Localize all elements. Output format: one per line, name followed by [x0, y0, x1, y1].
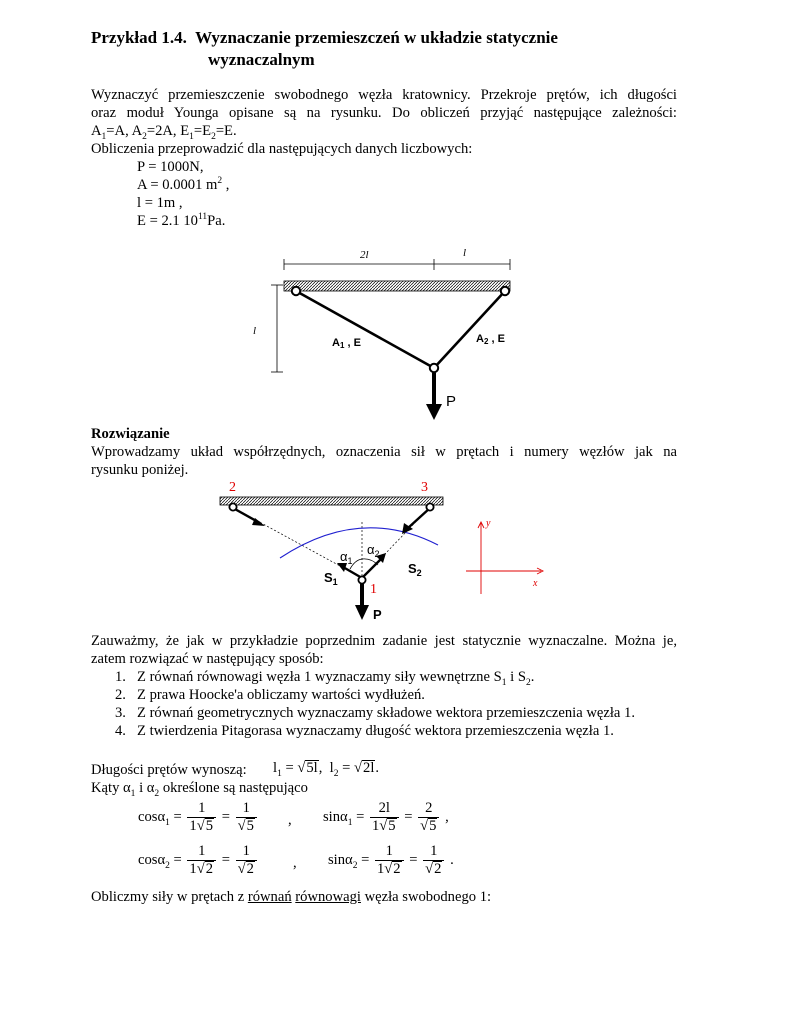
step-1: 1.: [115, 669, 126, 685]
intro-line1: Wyznaczyć przemieszczenie swobodnego węzła kratownicy. Przekroje prętów, ich długości: [91, 87, 677, 103]
comma-2: ,: [293, 855, 297, 871]
blue-arc: [280, 528, 438, 558]
step-4-num: 4.: [115, 723, 126, 739]
comma-1: ,: [288, 812, 292, 828]
step-4-text: Z twierdzenia Pitagorasa wyznaczamy długość wektora przemieszczenia węzła 1.: [137, 723, 614, 739]
after-line2: zatem rozwiązać w następujący sposób:: [91, 651, 324, 667]
S2-label: $S_2$: [408, 561, 422, 578]
lengths-label: Długości prętów wynoszą:: [91, 762, 247, 778]
intro-line2: oraz moduł Younga opisane są na rysunku. Do obliczeń przyjąć następujące zależności:: [91, 105, 677, 121]
node-2-label: 2: [229, 480, 236, 495]
free-node: [430, 364, 438, 372]
step-1-text: Z równań równowagi węzła 1 wyznaczamy siły wewnętrzne $S_1$ i $S_2$.: [137, 669, 535, 688]
value-P: P = 1000N,: [137, 159, 204, 175]
final-line: Obliczmy siły w prętach z równań równowagi węzła swobodnego 1:: [91, 889, 492, 905]
intro-line4: Obliczenia przeprowadzić dla następujących danych liczbowych:: [91, 141, 473, 157]
step-2-text: Z prawa Hoocke'a obliczamy wartości wydłużeń.: [137, 687, 425, 703]
value-A: A = 0.0001 $m^2$ ,: [137, 176, 230, 193]
bar1-label: A1 , E: [332, 337, 361, 350]
cos-alpha2-equation: cosα$_2$ = $\frac{1}{1√2}$ = $\frac{1}{√2}$: [138, 843, 259, 878]
solution-line2: rysunku poniżej.: [91, 462, 189, 478]
angles-line: Kąty $\alpha_1$ i $\alpha_2$ określone są następująco: [91, 780, 308, 799]
force-arrow-S1: [343, 567, 362, 578]
sin-alpha1-equation: sinα$_1$ = $\frac{2l}{1√5}$ = $\frac{2}{√5}$ ,: [323, 800, 449, 834]
title-line1: Wyznaczanie przemieszczeń w układzie statycznie: [195, 28, 558, 47]
title-prefix: Przykład 1.4.: [91, 28, 187, 47]
after-line1: Zauważmy, że jak w przykładzie poprzednim zadanie jest statycznie wyznaczalne. Można je,: [91, 633, 677, 649]
truss-figure-2: [0, 470, 791, 630]
value-E: E = 2.1 $10^{11}Pa$.: [137, 212, 226, 229]
node-1-label: 1: [370, 582, 377, 597]
x-axis-label: x: [533, 578, 538, 589]
S1-label: $S_1$: [324, 570, 338, 587]
hinge-left: [292, 287, 300, 295]
bar-1: [296, 291, 434, 368]
load-label-2: P: [373, 607, 382, 622]
intro-relations: $A_1=A$, $A_2=2A$, $E_1=E_2=E$.: [91, 123, 237, 142]
bar2-label: A2 , E: [476, 333, 505, 346]
bar-2: [434, 291, 505, 368]
force-arrow-S2: [362, 559, 381, 578]
dim-2l-label: 2l: [360, 249, 369, 261]
cos-alpha1-equation: cosα$_1$ = $\frac{1}{1√5}$ = $\frac{1}{√5}$: [138, 800, 259, 835]
truss-figure-1: [0, 0, 791, 430]
load-label: P: [446, 393, 457, 410]
node-3-label: 3: [421, 480, 428, 495]
hinge-right: [501, 287, 509, 295]
lengths-formula: $l_1 = √5l$, $l_2 = √2l$.: [273, 760, 380, 779]
step-2-num: 2.: [115, 687, 126, 703]
force-arrow-3: [408, 508, 430, 528]
step-3-text: Z równań geometrycznych wyznaczamy składowe wektora przemieszczenia węzła 1.: [137, 705, 635, 721]
title-line2: wyznaczalnym: [208, 50, 315, 69]
solution-heading: Rozwiązanie: [91, 426, 170, 442]
alpha1-label: $\alpha_1$: [340, 549, 353, 566]
sin-alpha2-equation: sinα$_2$ = $\frac{1}{1√2}$ = $\frac{1}{√2}$ .: [328, 843, 454, 877]
node-1: [358, 576, 365, 583]
y-axis-label: y: [486, 518, 491, 529]
dim-l-label: l: [463, 247, 467, 259]
fixed-support: [284, 281, 510, 291]
fixed-support-2: [220, 497, 443, 505]
dim-vertical-l-label: l: [253, 325, 257, 337]
value-l: l = 1m ,: [137, 195, 183, 211]
step-3-num: 3.: [115, 705, 126, 721]
alpha2-label: $\alpha_2$: [367, 542, 380, 559]
solution-line1: Wprowadzamy układ współrzędnych, oznaczenia sił w prętach i numery węzłów jak na: [91, 444, 677, 460]
